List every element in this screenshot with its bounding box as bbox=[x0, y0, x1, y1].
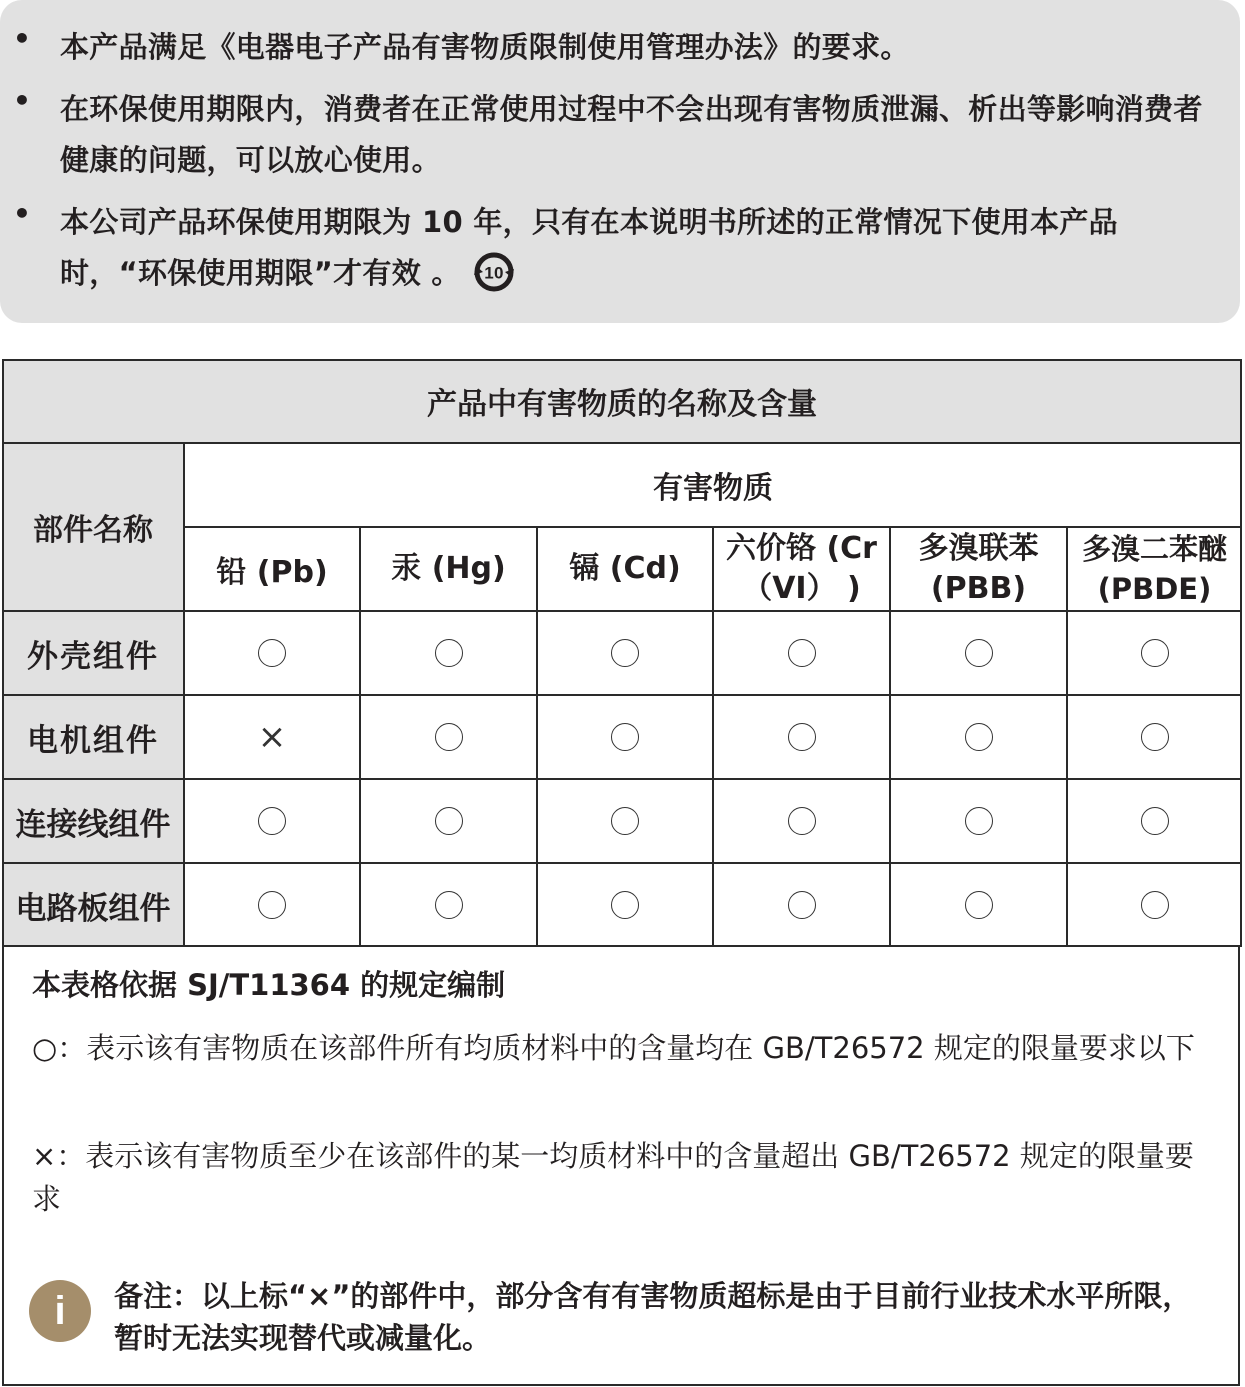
compliant-circle-mark bbox=[965, 891, 993, 919]
part-name-header: 部件名称 bbox=[2, 443, 184, 611]
table-cell bbox=[184, 863, 360, 947]
table-cell bbox=[713, 611, 890, 695]
table-cell bbox=[537, 779, 713, 863]
compliant-circle-mark bbox=[788, 891, 816, 919]
environmental-notice-box bbox=[0, 0, 1240, 323]
table-cell bbox=[360, 779, 537, 863]
substance-header-cr6: 六价铬 (Cr（VI） ) bbox=[726, 531, 877, 606]
circle-legend-note: ○：表示该有害物质在该部件所有均质材料中的含量均在 GB/T26572 规定的限量要求以下 bbox=[32, 1031, 1195, 1065]
notice-text bbox=[60, 197, 1210, 299]
table-cell bbox=[890, 863, 1067, 947]
table-cell bbox=[1067, 611, 1242, 695]
substance-header-hg: 汞 (Hg) bbox=[391, 551, 506, 586]
table-cell bbox=[360, 611, 537, 695]
row-label-housing: 外壳组件 bbox=[2, 611, 184, 695]
substance-header-cd: 镉 (Cd) bbox=[569, 551, 681, 586]
remark-note: 备注：以上标“×”的部件中，部分含有有害物质超标是由于目前行业技术水平所限，暂时无法实现替代或减量化。 bbox=[114, 1279, 1192, 1355]
row-label-motor: 电机组件 bbox=[2, 695, 184, 779]
exceeds-cross-mark: × bbox=[257, 717, 287, 757]
compliant-circle-mark bbox=[435, 891, 463, 919]
table-cell bbox=[360, 695, 537, 779]
notice-text: 本产品满足《电器电子产品有害物质限制使用管理办法》的要求。 bbox=[60, 30, 910, 64]
mark-label: 10 bbox=[483, 263, 504, 283]
notice-text-content: 本公司产品环保使用期限为 10 年，只有在本说明书所述的正常情况下使用本产品时，“环保使用期限”才有效 。 bbox=[60, 205, 1118, 290]
table-title: 产品中有害物质的名称及含量 bbox=[2, 359, 1242, 443]
substance-header-pbde: 多溴二苯醚 (PBDE) bbox=[1081, 532, 1227, 606]
compliant-circle-mark bbox=[611, 891, 639, 919]
compliant-circle-mark bbox=[258, 807, 286, 835]
compliant-circle-mark bbox=[435, 723, 463, 751]
table-cell bbox=[1067, 695, 1242, 779]
hazardous-substance-table bbox=[2, 359, 1242, 946]
compliant-circle-mark bbox=[965, 639, 993, 667]
bullet: • bbox=[13, 197, 31, 230]
notice-text: 在环保使用期限内，消费者在正常使用过程中不会出现有害物质泄漏、析出等影响消费者健康的问题，可以放心使用。 bbox=[60, 92, 1203, 177]
compliant-circle-mark bbox=[1141, 891, 1169, 919]
compliant-circle-mark bbox=[788, 639, 816, 667]
standard-basis-note: 本表格依据 SJ/T11364 的规定编制 bbox=[32, 968, 506, 1002]
table-cell bbox=[184, 779, 360, 863]
compliant-circle-mark bbox=[788, 723, 816, 751]
substance-header-pbb: 多溴联苯 (PBB) bbox=[918, 531, 1039, 606]
row-label-cable: 连接线组件 bbox=[2, 779, 184, 863]
substance-header-pb: 铅 (Pb) bbox=[216, 555, 328, 590]
table-cell bbox=[713, 695, 890, 779]
compliant-circle-mark bbox=[788, 807, 816, 835]
table-cell bbox=[537, 611, 713, 695]
row-label-pcb: 电路板组件 bbox=[2, 863, 184, 947]
table-cell bbox=[537, 863, 713, 947]
table-cell bbox=[890, 695, 1067, 779]
table-cell bbox=[184, 695, 360, 779]
compliant-circle-mark bbox=[611, 723, 639, 751]
compliant-circle-mark bbox=[435, 639, 463, 667]
table-notes bbox=[2, 945, 1240, 1386]
table-cell bbox=[890, 611, 1067, 695]
table-cell bbox=[360, 863, 537, 947]
compliant-circle-mark bbox=[258, 639, 286, 667]
epup-10-year-mark-icon bbox=[471, 249, 517, 295]
compliant-circle-mark bbox=[1141, 723, 1169, 751]
table-cell bbox=[890, 779, 1067, 863]
cross-legend-note: ×：表示该有害物质至少在该部件的某一均质材料中的含量超出 GB/T26572 规定的限量要求 bbox=[32, 1139, 1194, 1216]
compliant-circle-mark bbox=[965, 807, 993, 835]
table-cell bbox=[713, 779, 890, 863]
substance-group-header: 有害物质 bbox=[653, 471, 773, 506]
info-icon bbox=[29, 1280, 91, 1342]
compliant-circle-mark bbox=[611, 639, 639, 667]
table-cell bbox=[537, 695, 713, 779]
compliant-circle-mark bbox=[258, 891, 286, 919]
table-cell bbox=[184, 611, 360, 695]
bullet: • bbox=[13, 22, 31, 55]
compliant-circle-mark bbox=[1141, 807, 1169, 835]
svg-text:i: i bbox=[54, 1289, 66, 1333]
compliant-circle-mark bbox=[435, 807, 463, 835]
table-cell bbox=[713, 863, 890, 947]
table-cell bbox=[1067, 863, 1242, 947]
compliant-circle-mark bbox=[1141, 639, 1169, 667]
bullet: • bbox=[13, 84, 31, 117]
table-cell bbox=[1067, 779, 1242, 863]
compliant-circle-mark bbox=[965, 723, 993, 751]
compliant-circle-mark bbox=[611, 807, 639, 835]
